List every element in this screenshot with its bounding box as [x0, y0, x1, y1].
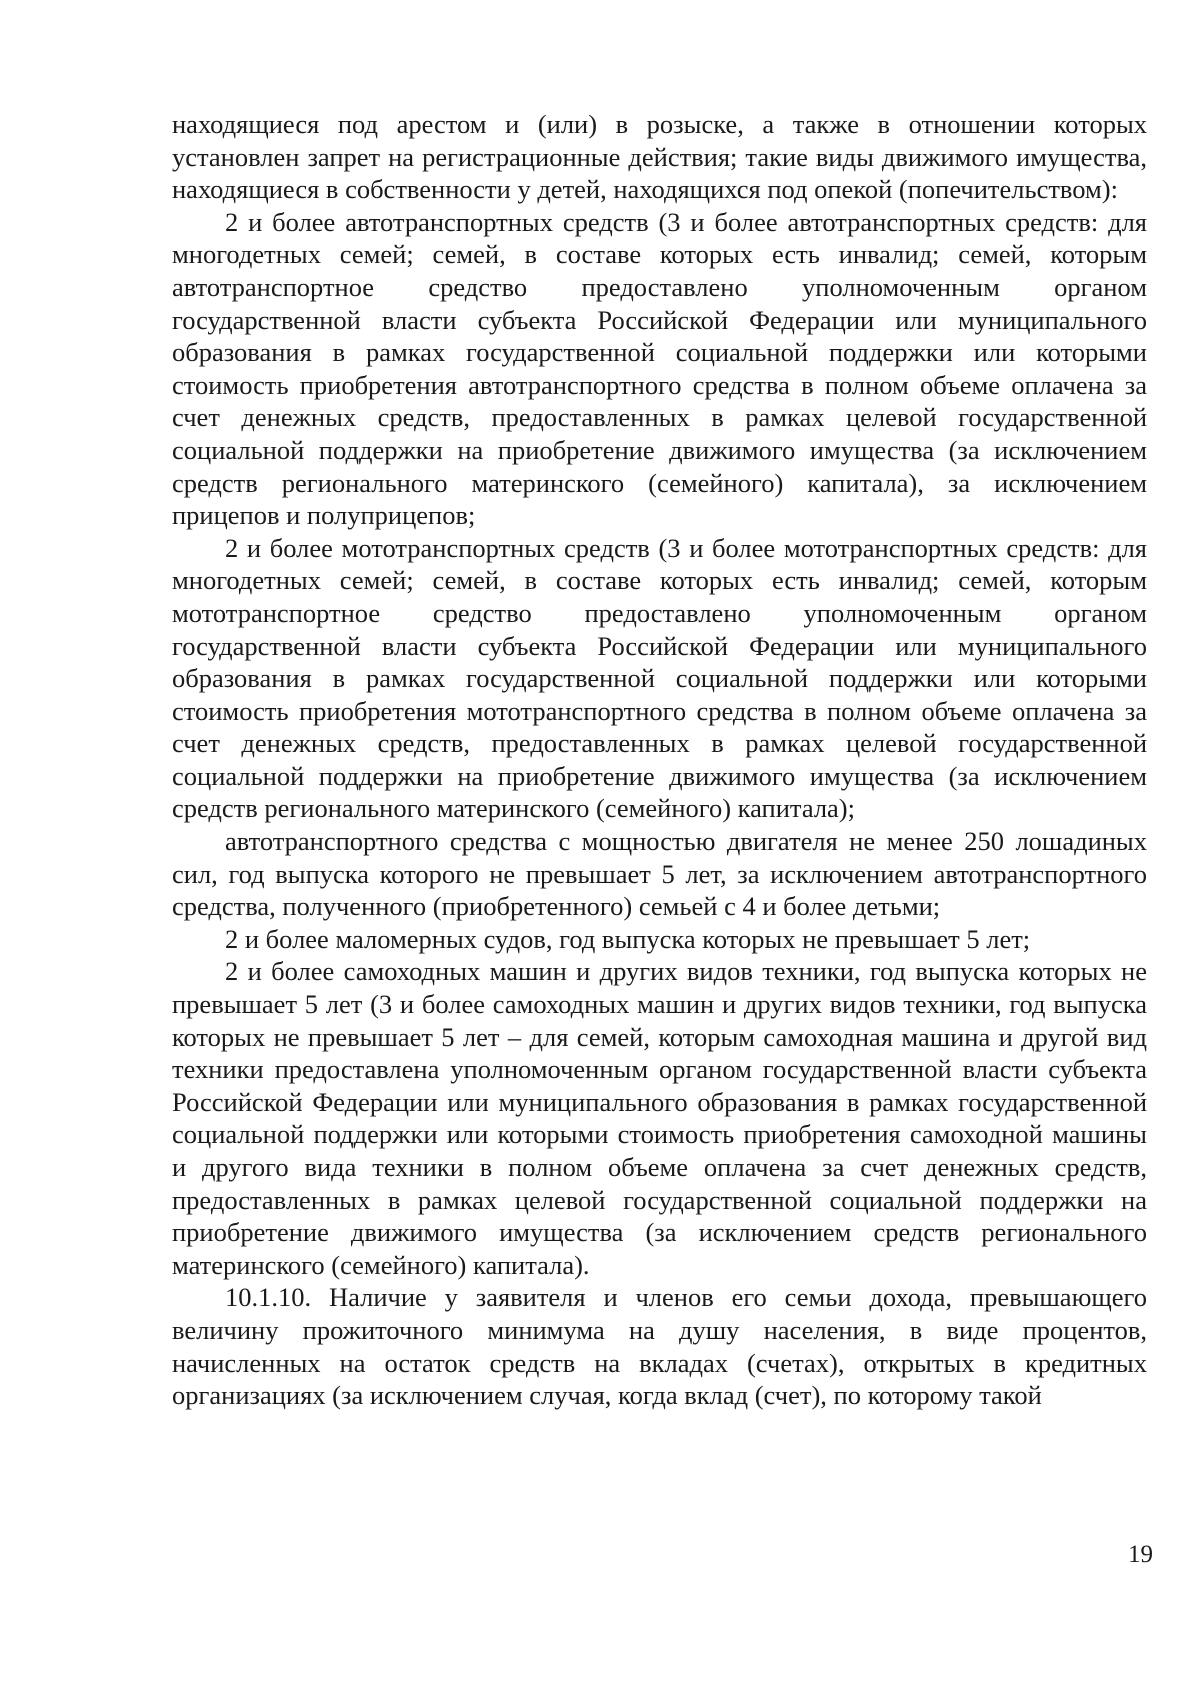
paragraph-section-10-1-10: 10.1.10. Наличие у заявителя и членов его семьи дохода, превышающего величину прожиточного минимума на душу населения, в виде процентов, начисленных на остаток средств на вкладах (счетах), открытых в кредитных организациях (за исключением случая, когда вклад (счет), по которому такой — [172, 1282, 1147, 1411]
paragraph-continuation: находящиеся под арестом и (или) в розыске, а также в отношении которых установлен запрет на регистрационные действия; такие виды движимого имущества, находящиеся в собственности у детей, находящихся под опекой (попечительством): — [172, 109, 1147, 205]
paragraph-high-power-vehicle: автотранспортного средства с мощностью двигателя не менее 250 лошадиных сил, год выпуска которого не превышает 5 лет, за исключением автотранспортного средства, полученного (приобретенного) семьей с 4 и более детьми; — [172, 826, 1147, 922]
document-page-body — [172, 108, 1147, 1412]
paragraph-moto-vehicles: 2 и более мототранспортных средств (3 и более мототранспортных средств: для многодетных семей; семей, в составе которых есть инвалид; семей, которым мототранспортное средство предоставлено уполномоченным органом государственной власти субъекта Российской Федерации или муниципального образования в рамках государственной социальной поддержки или которыми стоимость приобретения мототранспортного средства в полном объеме оплачена за счет денежных средств, предоставленных в рамках целевой государственной социальной поддержки на приобретение движимого имущества (за исключением средств регионального материнского (семейного) капитала); — [172, 532, 1147, 824]
paragraph-self-propelled-machines: 2 и более самоходных машин и других видов техники, год выпуска которых не превышает 5 лет (3 и более самоходных машин и других видов техники, год выпуска которых не превышает 5 лет – для семей, которым самоходная машина и другой вид техники предоставлена уполномоченным органом государственной власти субъекта Российской Федерации или муниципального образования в рамках государственной социальной поддержки или которыми стоимость приобретения самоходной машины и другого вида техники в полном объеме оплачена за счет денежных средств, предоставленных в рамках целевой государственной социальной поддержки на приобретение движимого имущества (за исключением средств регионального материнского (семейного) капитала). — [172, 956, 1147, 1280]
paragraph-small-vessels: 2 и более маломерных судов, год выпуска которых не превышает 5 лет; — [225, 923, 1031, 954]
page-number: 19 — [1128, 1541, 1153, 1568]
paragraph-auto-vehicles: 2 и более автотранспортных средств (3 и более автотранспортных средств: для многодетных семей; семей, в составе которых есть инвалид; семей, которым автотранспортное средство предоставлено уполномоченным органом государственной власти субъекта Российской Федерации или муниципального образования в рамках государственной социальной поддержки или которыми стоимость приобретения автотранспортного средства в полном объеме оплачена за счет денежных средств, предоставленных в рамках целевой государственной социальной поддержки на приобретение движимого имущества (за исключением средств регионального материнского (семейного) капитала), за исключением прицепов и полуприцепов; — [172, 206, 1147, 531]
